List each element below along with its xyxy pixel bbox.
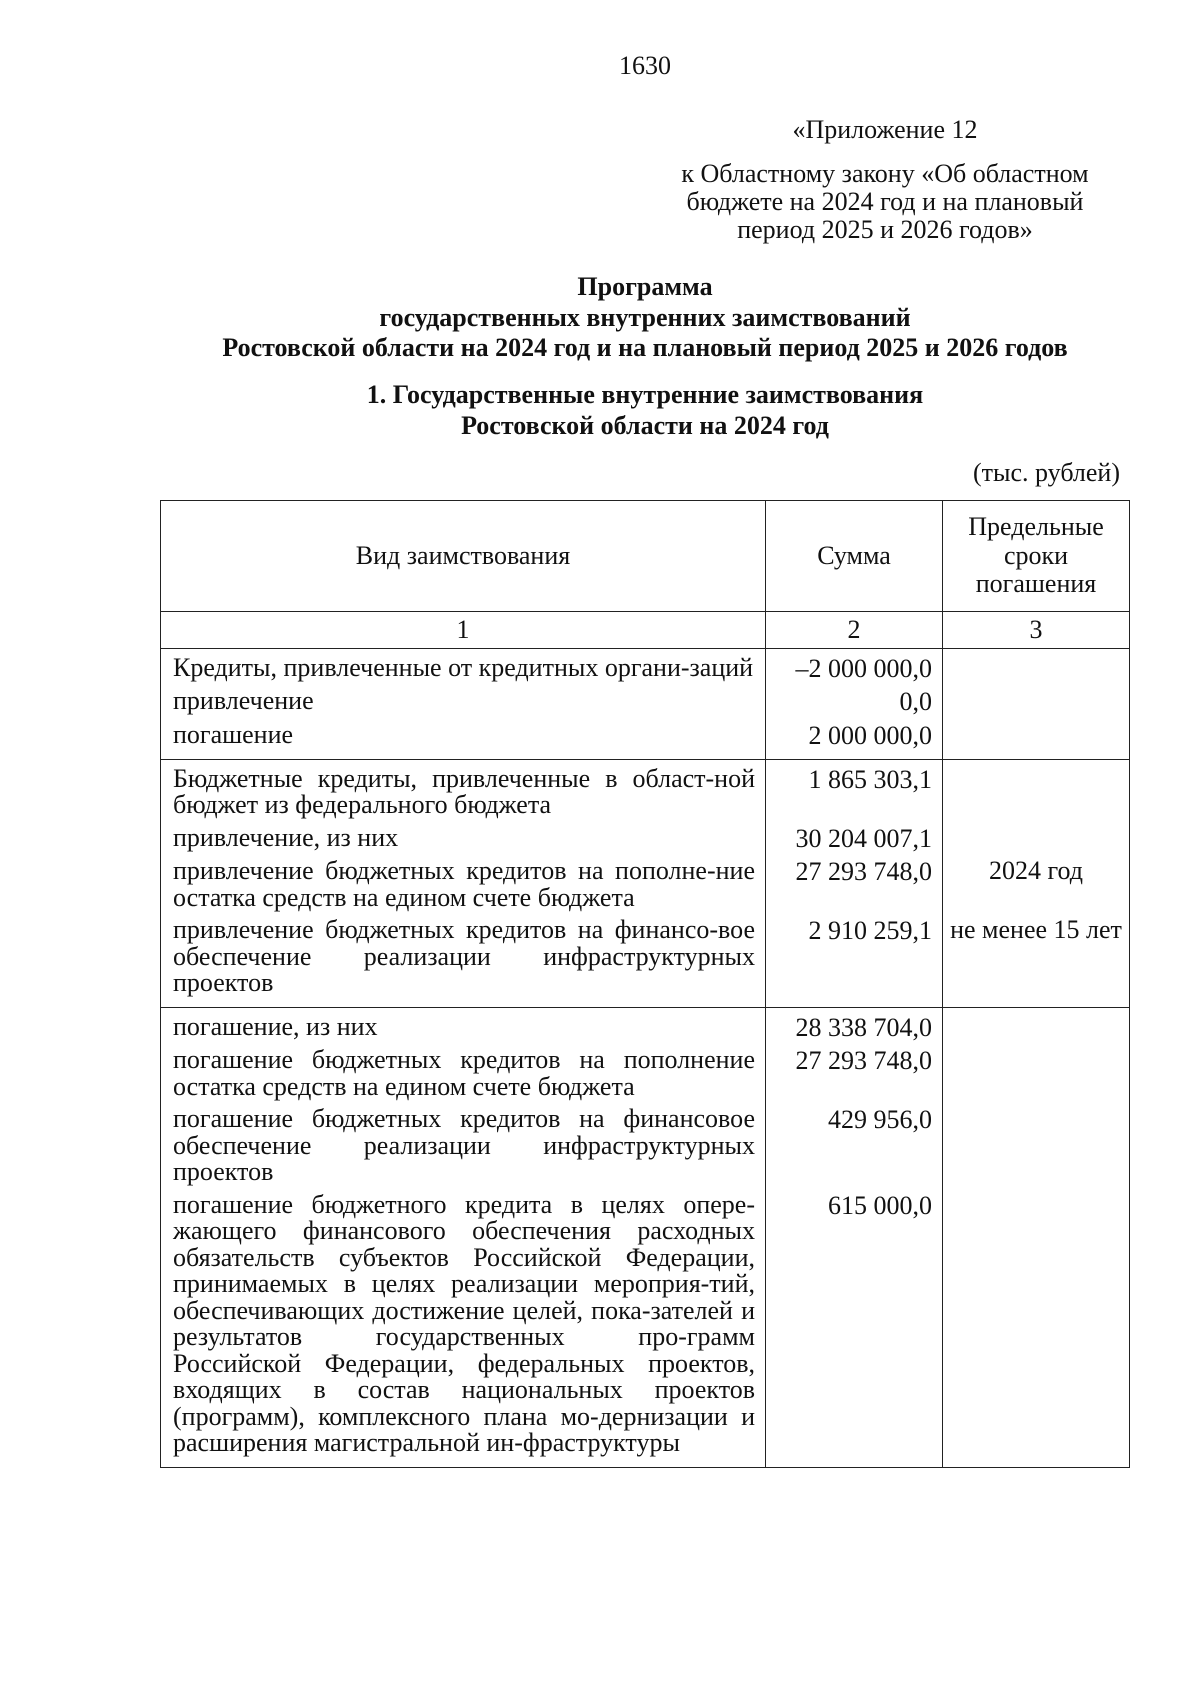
table-row bbox=[161, 1007, 1130, 1041]
row-amount: 0,0 bbox=[766, 682, 943, 715]
appendix-reference: к Областному закону «Об областном бюджете на 2024 год и на плановый период 2025 и 2026 годов» bbox=[681, 159, 1089, 244]
row-name: привлечение, из них bbox=[161, 819, 766, 852]
row-term bbox=[943, 1041, 1130, 1100]
table-row bbox=[161, 911, 1130, 1007]
row-name: Бюджетные кредиты, привлеченные в област-ной бюджет из федерального бюджета bbox=[161, 759, 766, 819]
section-line-2: Ростовской области на 2024 год bbox=[461, 410, 829, 440]
table-row bbox=[161, 1041, 1130, 1100]
row-term bbox=[943, 716, 1130, 760]
section-heading bbox=[0, 380, 1200, 441]
row-term: 2024 год bbox=[943, 852, 1130, 911]
row-amount: 28 338 704,0 bbox=[766, 1007, 943, 1041]
row-term bbox=[943, 1186, 1130, 1468]
row-name: погашение бюджетных кредитов на финансовое обеспечение реализации инфраструктурных проектов bbox=[161, 1100, 766, 1186]
table-row bbox=[161, 852, 1130, 911]
heading-line-1: Программа bbox=[577, 272, 713, 301]
row-amount: 615 000,0 bbox=[766, 1186, 943, 1468]
page-number: 1630 bbox=[619, 51, 671, 80]
row-term bbox=[943, 1100, 1130, 1186]
column-header-amount: Сумма bbox=[766, 501, 943, 612]
row-amount: 2 910 259,1 bbox=[766, 911, 943, 1007]
table-row bbox=[161, 1186, 1130, 1468]
row-amount: 27 293 748,0 bbox=[766, 1041, 943, 1100]
row-amount: 27 293 748,0 bbox=[766, 852, 943, 911]
table-row bbox=[161, 819, 1130, 852]
row-name: привлечение бюджетных кредитов на пополне-ние остатка средств на едином счете бюджета bbox=[161, 852, 766, 911]
row-name: погашение, из них bbox=[161, 1007, 766, 1041]
row-term: не менее 15 лет bbox=[943, 911, 1130, 1007]
row-name: погашение бюджетного кредита в целях опере-жающего финансового обеспечения расходных обязательств субъектов Российской Федерации, принимаемых в целях реализации мероприя-тий, обеспечивающих достижение целей, пока-зателей и результатов государственных про-грамм Российской Федерации, федеральных проектов, входящих в состав национальных проектов (программ), комплексного плана мо-дернизации и расширения магистральной ин-фраструктуры bbox=[161, 1186, 766, 1468]
row-name: Кредиты, привлеченные от кредитных органи-заций bbox=[161, 649, 766, 683]
row-amount: 1 865 303,1 bbox=[766, 759, 943, 819]
table-row bbox=[161, 649, 1130, 683]
row-name: привлечение bbox=[161, 682, 766, 715]
row-name: погашение bbox=[161, 716, 766, 760]
row-amount: –2 000 000,0 bbox=[766, 649, 943, 683]
row-amount: 2 000 000,0 bbox=[766, 716, 943, 760]
heading-line-2: государственных внутренних заимствований bbox=[379, 302, 911, 332]
column-number-row bbox=[161, 612, 1130, 649]
row-term bbox=[943, 819, 1130, 852]
row-amount: 429 956,0 bbox=[766, 1100, 943, 1186]
row-amount: 30 204 007,1 bbox=[766, 819, 943, 852]
column-number: 2 bbox=[766, 612, 943, 649]
row-term bbox=[943, 649, 1130, 683]
section-line-1: 1. Государственные внутренние заимствования bbox=[366, 380, 924, 409]
table-header-row bbox=[161, 501, 1130, 612]
table-row bbox=[161, 716, 1130, 760]
row-term bbox=[943, 1007, 1130, 1041]
appendix-title: «Приложение 12 bbox=[792, 115, 978, 144]
row-name: погашение бюджетных кредитов на пополнение остатка средств на едином счете бюджета bbox=[161, 1041, 766, 1100]
row-term bbox=[943, 759, 1130, 819]
document-heading bbox=[0, 272, 1200, 364]
column-number: 1 bbox=[161, 612, 766, 649]
table-row bbox=[161, 759, 1130, 819]
column-header-term: Предельные сроки погашения bbox=[943, 501, 1130, 612]
column-header-type: Вид заимствования bbox=[161, 501, 766, 612]
heading-line-3: Ростовской области на 2024 год и на плановый период 2025 и 2026 годов bbox=[222, 333, 1068, 363]
row-term bbox=[943, 682, 1130, 715]
units-label: (тыс. рублей) bbox=[972, 458, 1120, 487]
column-number: 3 bbox=[943, 612, 1130, 649]
table-row bbox=[161, 1100, 1130, 1186]
table-row bbox=[161, 682, 1130, 715]
row-name: привлечение бюджетных кредитов на финансо-вое обеспечение реализации инфраструктурных проектов bbox=[161, 911, 766, 1007]
borrowings-table bbox=[160, 500, 1130, 1468]
